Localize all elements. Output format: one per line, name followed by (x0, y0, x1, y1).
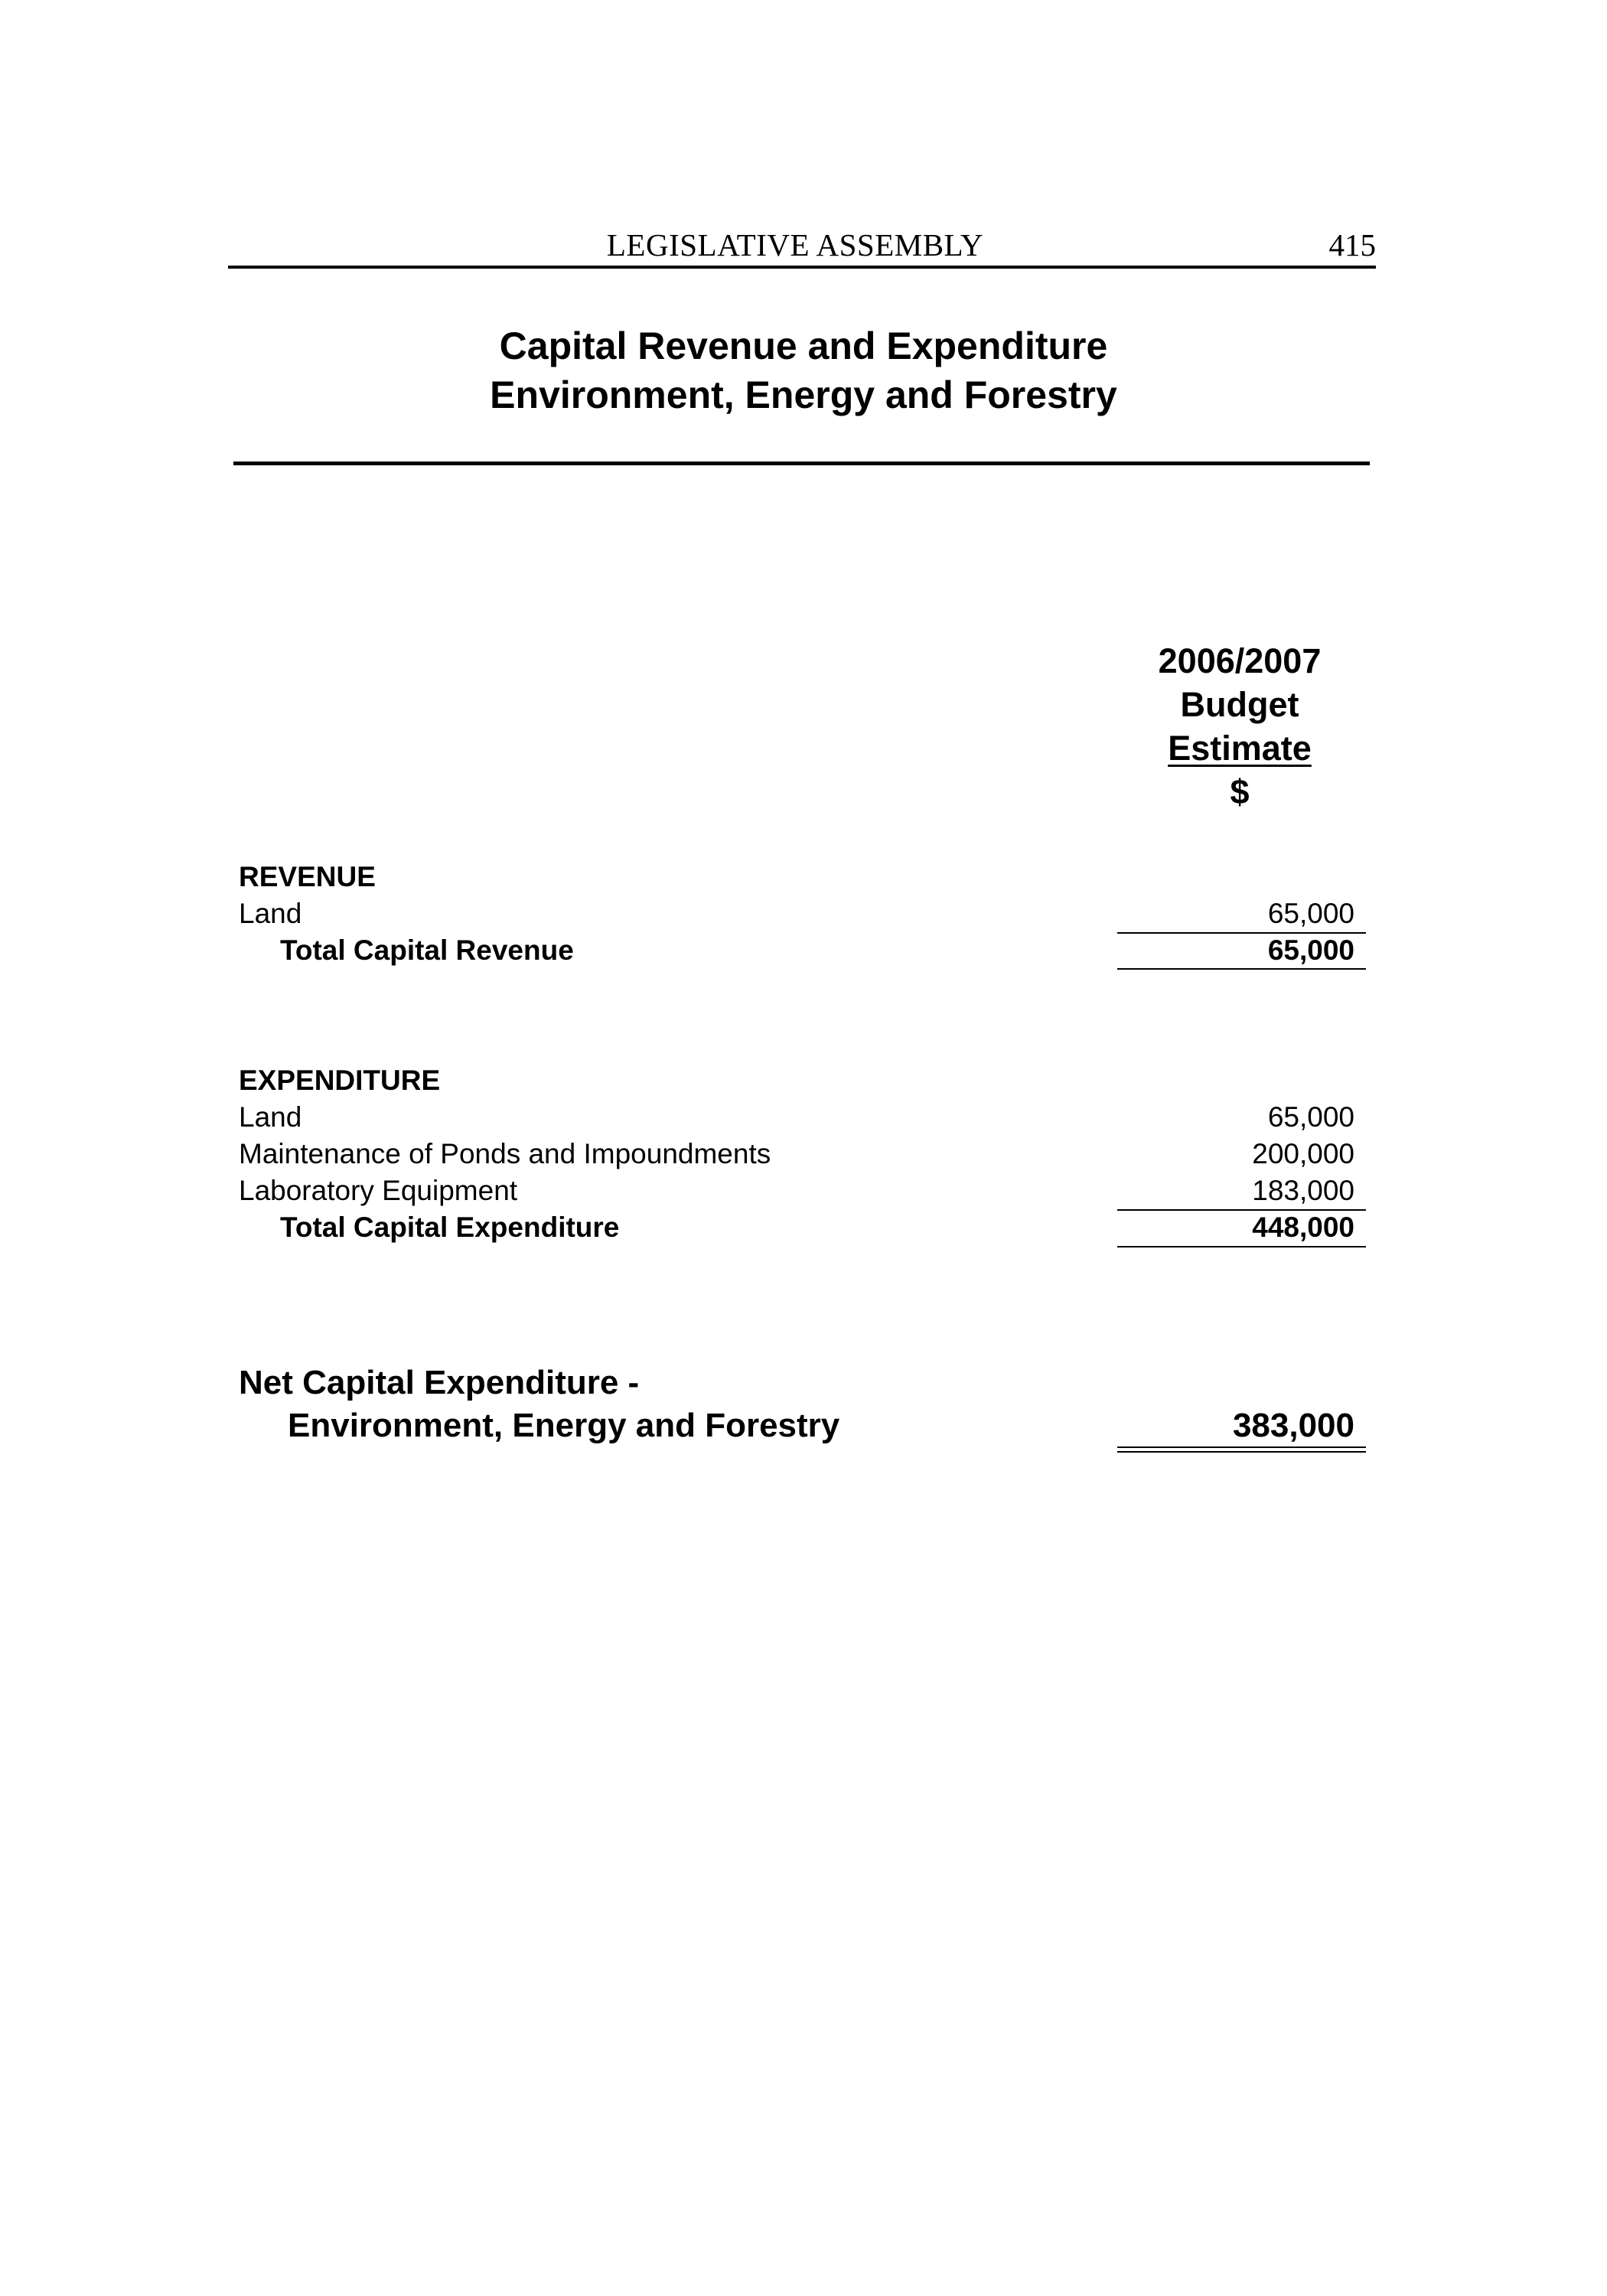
expenditure-item-label: Laboratory Equipment (239, 1175, 518, 1206)
expenditure-item-label: Land (239, 1101, 302, 1133)
page-number: 415 (1328, 227, 1376, 263)
revenue-item-label: Land (239, 898, 302, 929)
expenditure-total-rule (1117, 1246, 1366, 1247)
expenditure-item-value: 65,000 (1267, 1101, 1354, 1133)
column-header-budget: Budget (1180, 685, 1299, 724)
net-capital-expenditure-label-line-2: Environment, Energy and Forestry (288, 1407, 840, 1444)
page-title-line-2: Environment, Energy and Forestry (490, 373, 1117, 416)
expenditure-heading: EXPENDITURE (239, 1065, 441, 1096)
title-rule (233, 461, 1370, 465)
expenditure-item-label: Maintenance of Ponds and Impoundments (239, 1138, 771, 1169)
revenue-heading: REVENUE (239, 861, 376, 892)
net-double-rule-top (1117, 1446, 1366, 1448)
running-header-title: LEGISLATIVE ASSEMBLY (606, 227, 984, 263)
total-capital-expenditure-value: 448,000 (1252, 1212, 1354, 1243)
total-capital-revenue-label: Total Capital Revenue (280, 934, 574, 966)
total-capital-revenue-value: 65,000 (1267, 934, 1354, 966)
column-header (1117, 639, 1362, 814)
revenue-total-rule (1117, 968, 1366, 970)
column-header-currency: $ (1230, 772, 1250, 811)
expenditure-item-value: 200,000 (1252, 1138, 1354, 1169)
total-capital-expenditure-label: Total Capital Expenditure (280, 1212, 620, 1243)
header-rule (228, 266, 1376, 269)
page-title (230, 321, 1377, 419)
column-header-year: 2006/2007 (1158, 641, 1322, 680)
net-double-rule-bottom (1117, 1451, 1366, 1453)
net-capital-expenditure-value: 383,000 (1232, 1407, 1354, 1444)
net-capital-expenditure-label-line-1: Net Capital Expenditure - (239, 1364, 640, 1401)
revenue-item-value: 65,000 (1267, 898, 1354, 929)
page-title-line-1: Capital Revenue and Expenditure (499, 325, 1108, 367)
expenditure-item-value: 183,000 (1252, 1175, 1354, 1206)
column-header-estimate: Estimate (1168, 729, 1312, 768)
